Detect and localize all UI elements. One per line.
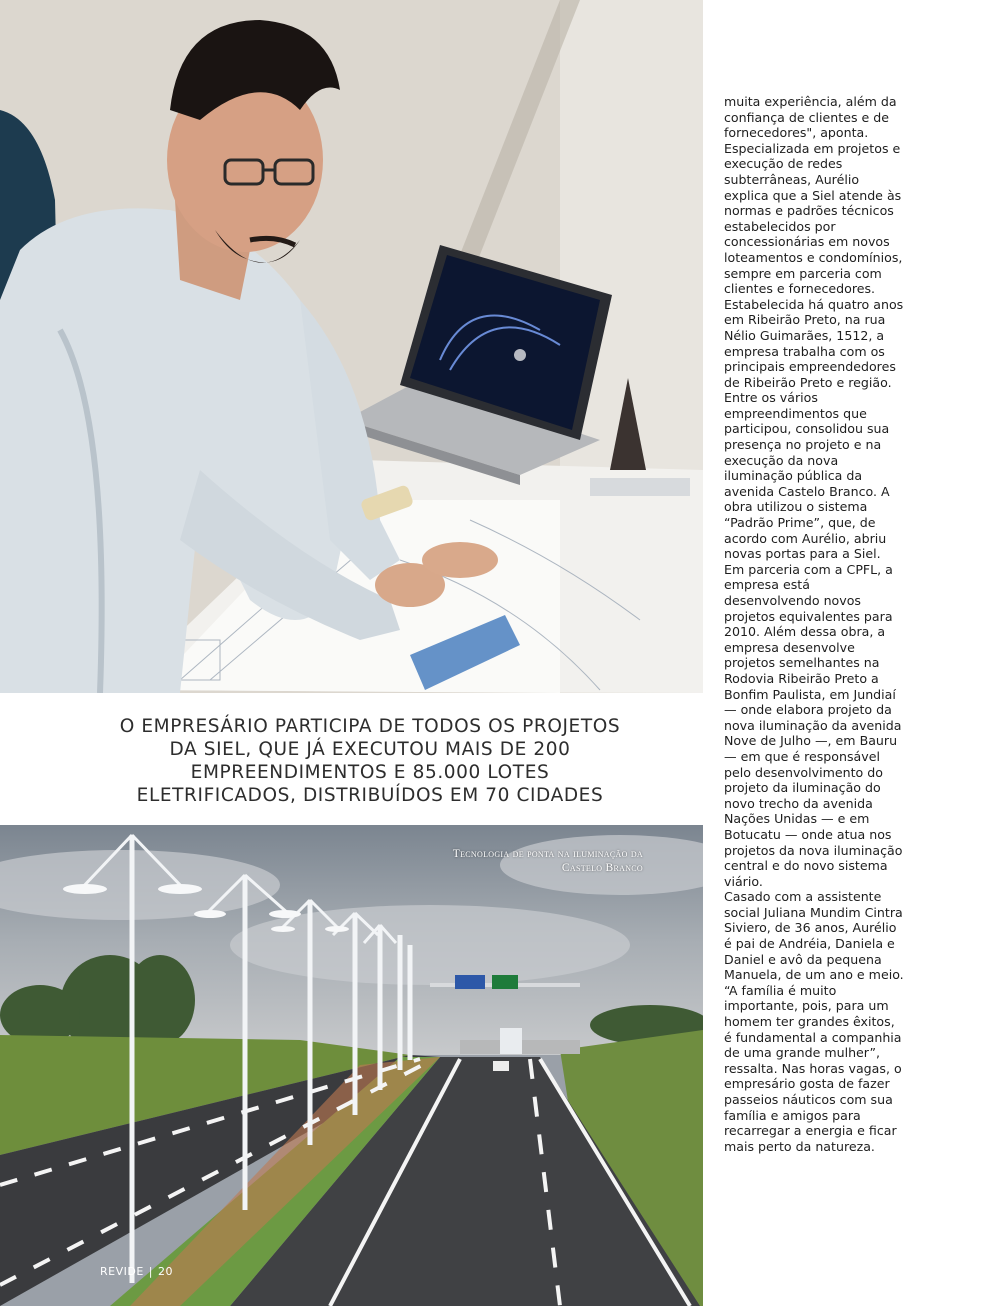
article-paragraph: muita experiência, além da confiança de clientes e de fornecedores", aponta. Especializada em projetos e execução de redes subterrâneas, Aurélio explica que a Siel atende às normas e padrões técnicos estabelecidos por concessionárias em novos loteamentos e condomínios, sempre em parceria com clientes e fornecedores. Estabelecida há quatro anos em Ribeirão Preto, na rua Nélio Guimarães, 1512, a empresa trabalha com os principais empreendedores de Ribeirão Preto e região. — [724, 94, 904, 390]
folio — [100, 1265, 173, 1278]
article-paragraph: Casado com a assistente social Juliana Mundim Cintra Siviero, de 36 anos, Aurélio é pai de Andréia, Daniela e Daniel e avô da pequena Manuela, de um ano e meio. “A família é muito importante, pois, para um homem ter grandes êxitos, é fundamental a companhia de uma grande mulher”, ressalta. Nas horas vagas, o empresário gosta de fazer passeios náuticos com sua família e amigos para recarregar a energia e ficar mais perto da natureza. — [724, 889, 904, 1154]
photo-castelo-branco-avenue — [0, 825, 703, 1306]
magazine-name: REVIDE — [100, 1265, 144, 1278]
photo-businessman-at-desk — [0, 0, 703, 693]
article-paragraph: Entre os vários empreendimentos que participou, consolidou sua presença no projeto e na execução da nova iluminação pública da avenida Castelo Branco. A obra utilizou o sistema “Padrão Prime”, que, de acordo com Aurélio, abriu novas portas para a Siel. Em parceria com a CPFL, a empresa está desenvolvendo novos projetos equivalentes para 2010. Além dessa obra, a empresa desenvolve projetos semelhantes na Rodovia Ribeirão Preto a Bonfim Paulista, em Jundiaí — onde elabora projeto da nova iluminação da avenida Nove de Julho —, em Bauru — em que é responsável pelo desenvolvimento do projeto da iluminação do novo trecho da avenida Nações Unidas — e em Botucatu — onde atua nos projetos da nova iluminação central e do novo sistema viário. — [724, 390, 903, 889]
article-column — [724, 94, 904, 1154]
photo-credit: Tecnologia de ponta na iluminação da Castelo Branco — [452, 848, 643, 874]
page-number: 20 — [158, 1265, 174, 1278]
pull-quote: O EMPRESÁRIO PARTICIPA DE TODOS OS PROJETOS DA SIEL, QUE JÁ EXECUTOU MAIS DE 200 EMPREENDIMENTOS E 85.000 LOTES ELETRIFICADOS, DISTRIBUÍDOS EM 70 CIDADES — [119, 716, 621, 806]
folio-separator: | — [148, 1265, 154, 1278]
